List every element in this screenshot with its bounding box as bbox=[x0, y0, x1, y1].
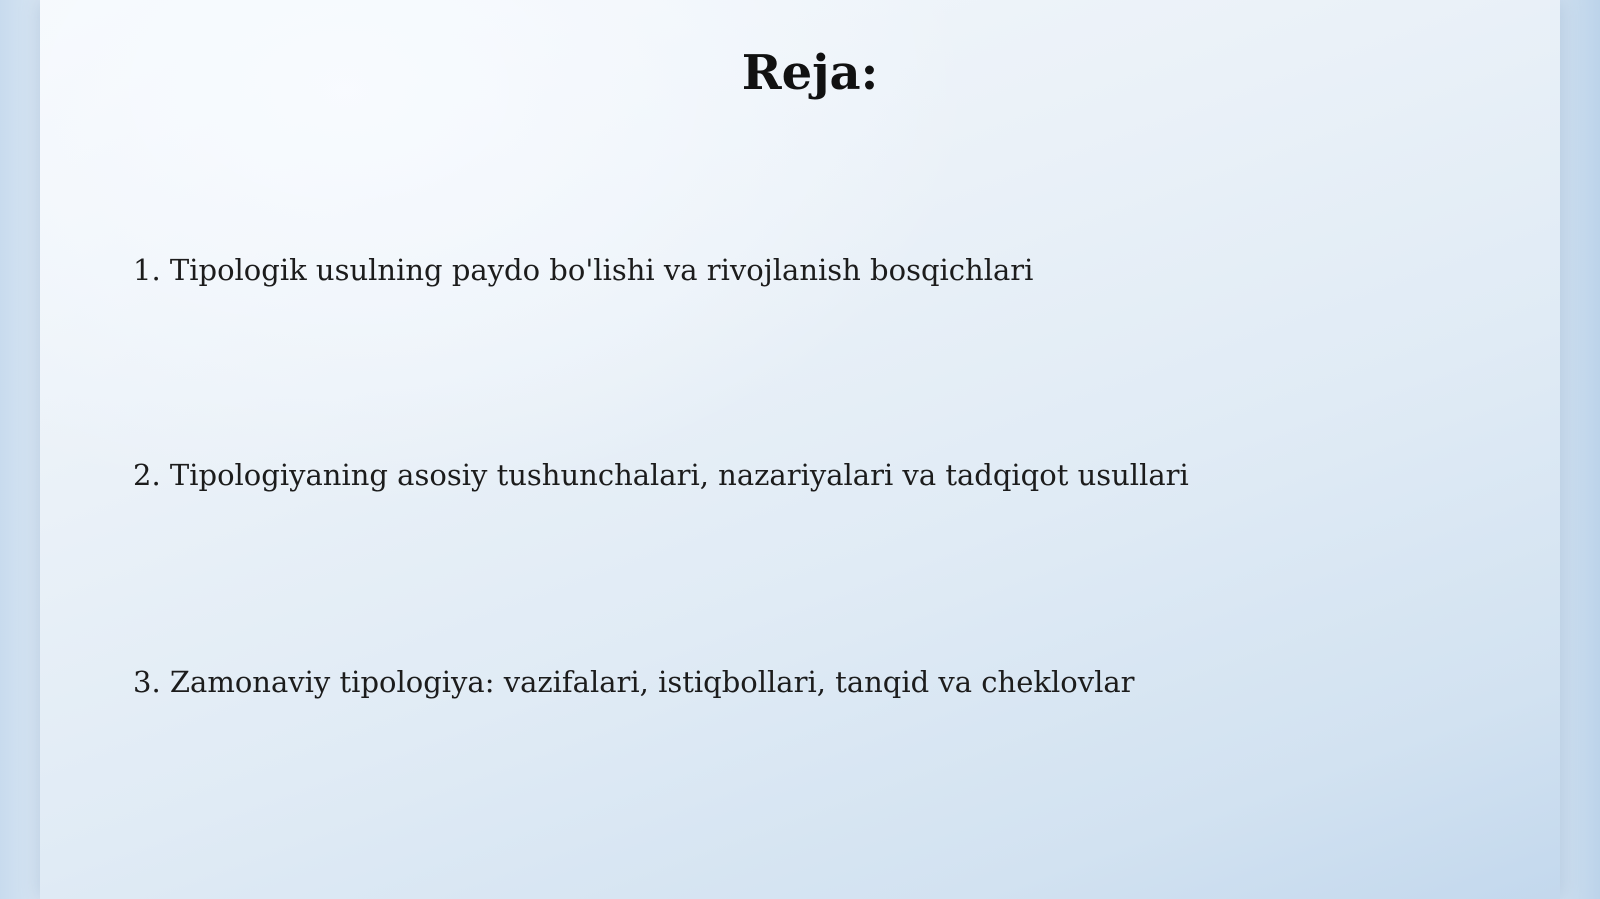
slide bbox=[40, 0, 1560, 899]
plan-item-3: 3. Zamonaviy tipologiya: vazifalari, istiqbollari, tanqid va cheklovlar bbox=[133, 665, 1135, 699]
plan-item-1: 1. Tipologik usulning paydo bo'lishi va rivojlanish bosqichlari bbox=[133, 253, 1034, 287]
slide-title: Reja: bbox=[741, 45, 879, 101]
plan-item-2: 2. Tipologiyaning asosiy tushunchalari, nazariyalari va tadqiqot usullari bbox=[133, 458, 1189, 492]
